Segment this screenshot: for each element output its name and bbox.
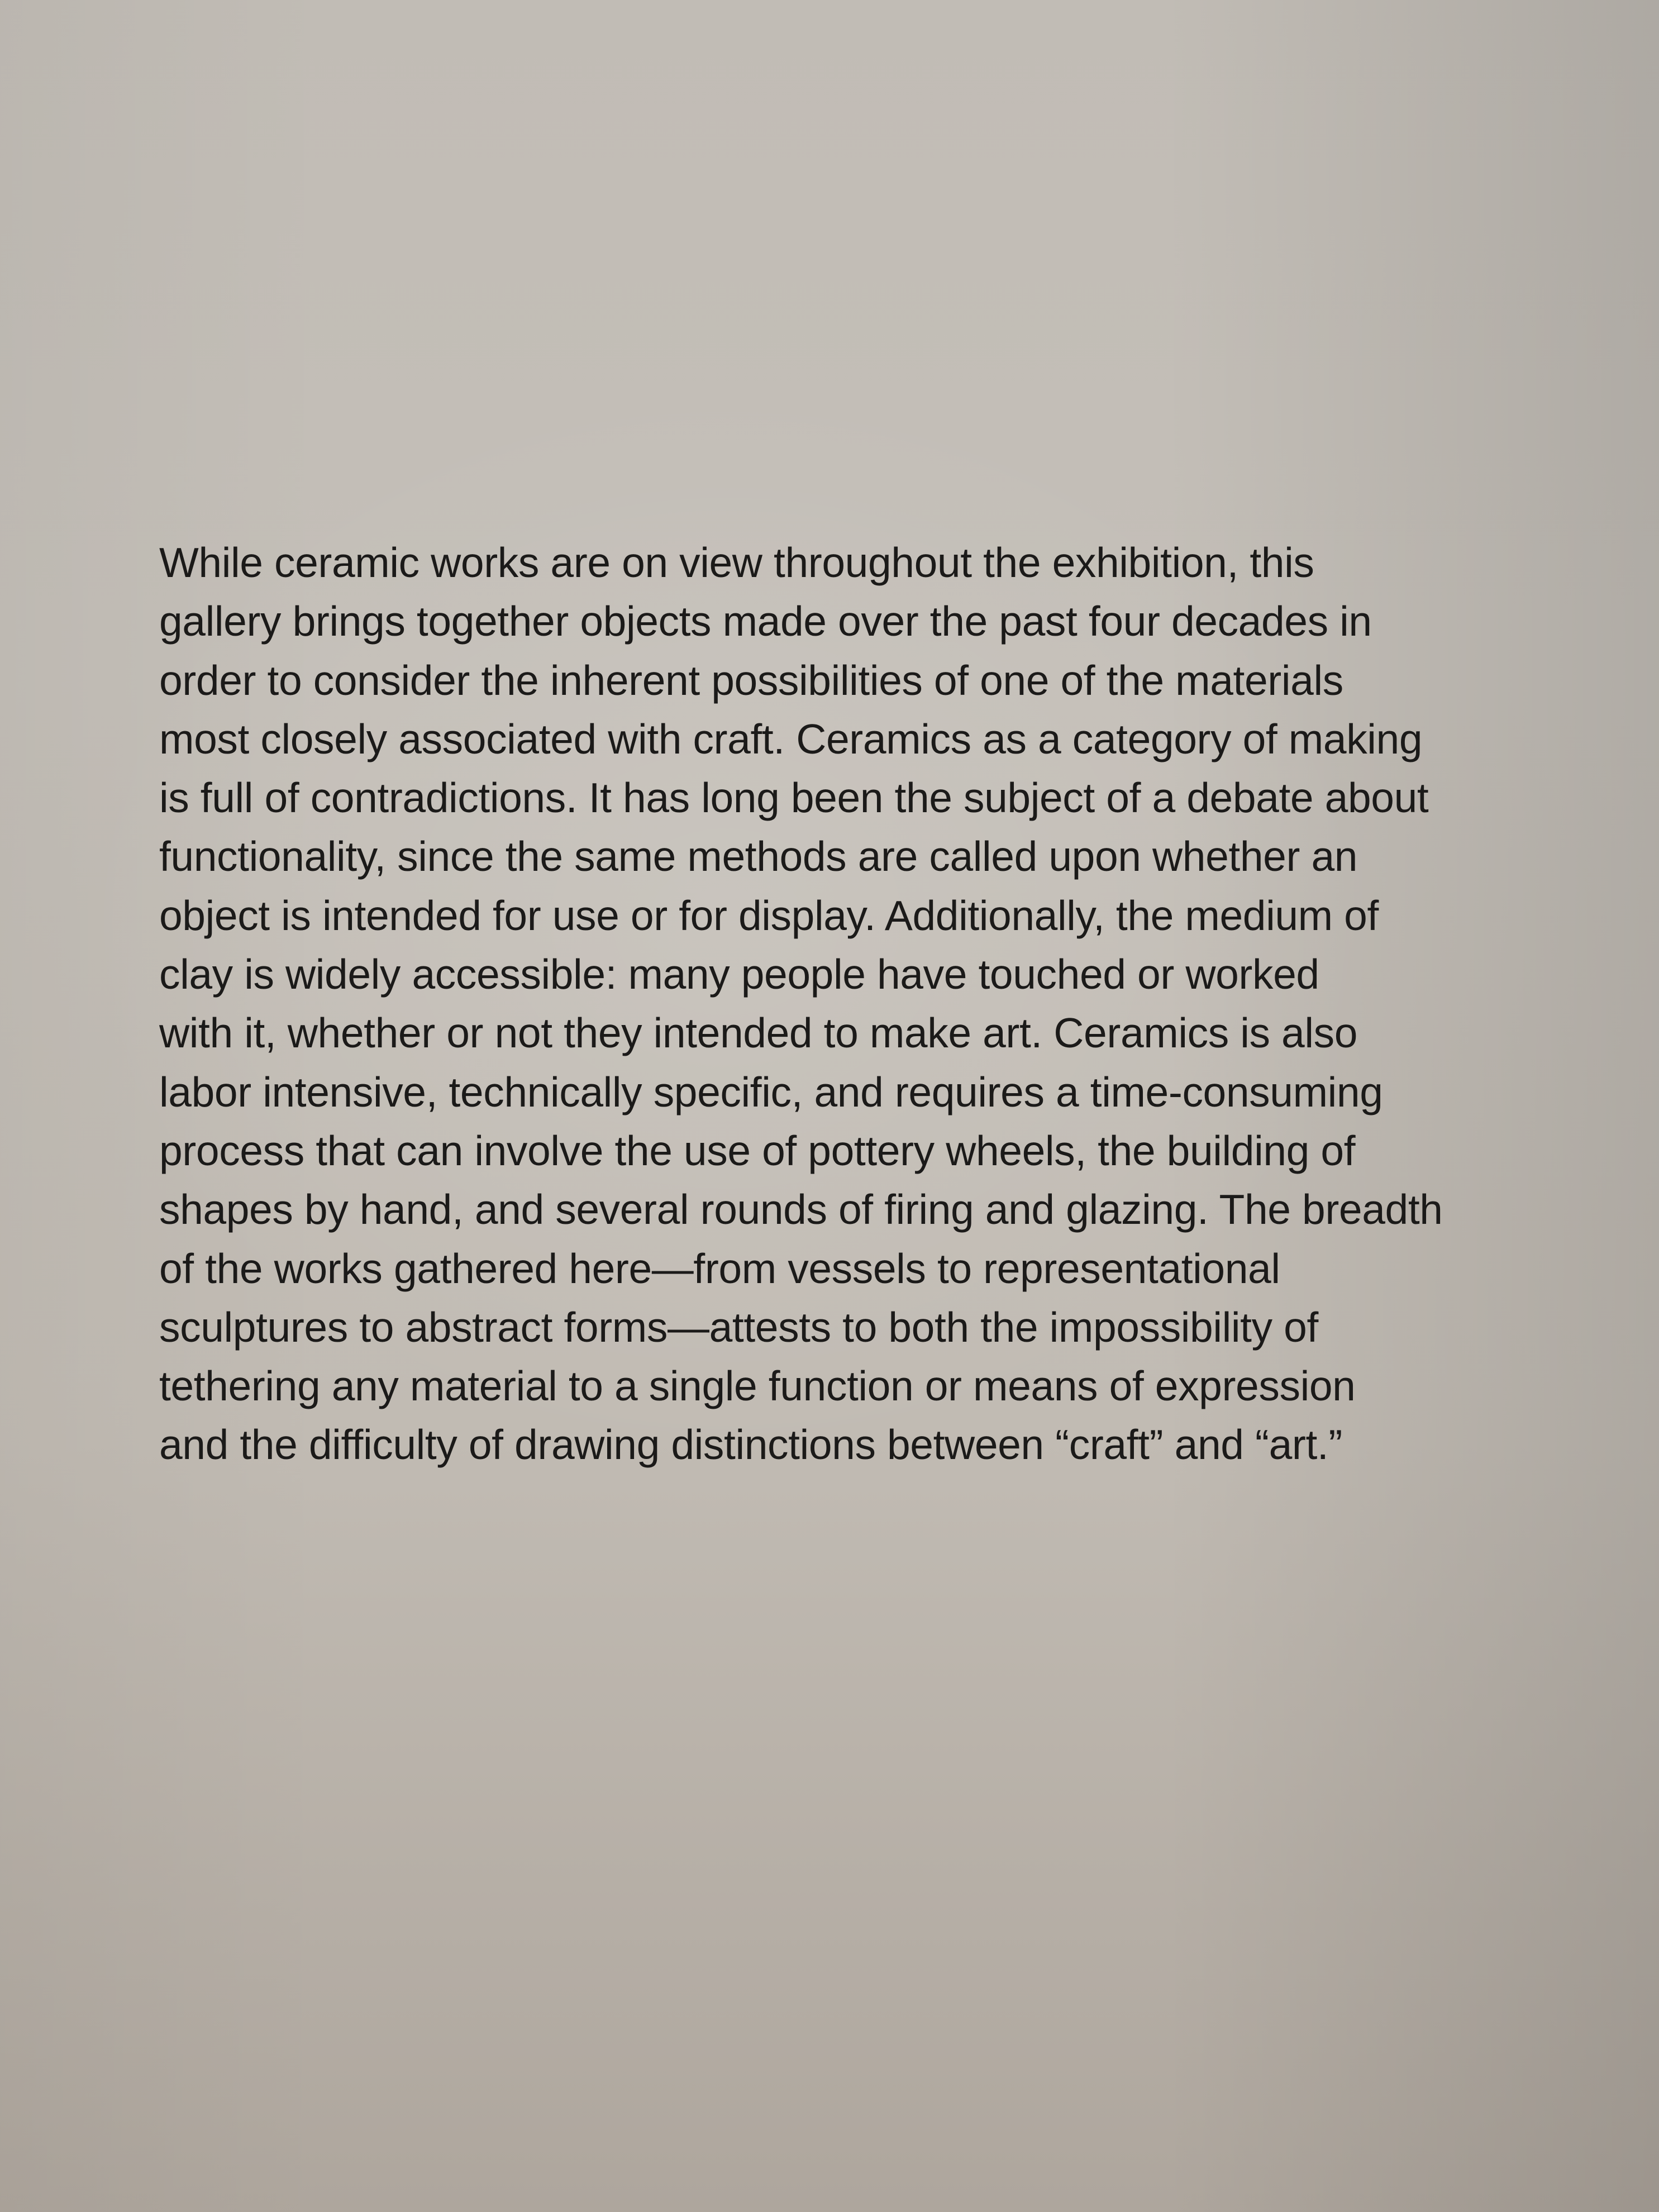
wall-text-line-7: object is intended for use or for display. Additionally, the medium of bbox=[159, 892, 1379, 939]
wall-text-line-2: gallery brings together objects made over the past four decades in bbox=[159, 598, 1372, 645]
wall-text-line-10: labor intensive, technically specific, and requires a time-consuming bbox=[159, 1068, 1383, 1115]
wall-text-line-5: is full of contradictions. It has long been the subject of a debate about bbox=[159, 774, 1429, 822]
wall-text-line-4: most closely associated with craft. Ceramics as a category of making bbox=[159, 715, 1423, 762]
wall-text-line-8: clay is widely accessible: many people have touched or worked bbox=[159, 951, 1319, 998]
wall-text-panel bbox=[159, 533, 1556, 1475]
wall-text-line-1: While ceramic works are on view throughout the exhibition, this bbox=[159, 539, 1314, 586]
wall-text-line-14: sculptures to abstract forms—attests to both the impossibility of bbox=[159, 1303, 1318, 1351]
wall-text-line-13: of the works gathered here—from vessels to representational bbox=[159, 1245, 1280, 1292]
wall-text-line-6: functionality, since the same methods are called upon whether an bbox=[159, 833, 1358, 880]
wall-text-line-16: and the difficulty of drawing distinctions between “craft” and “art.” bbox=[159, 1421, 1342, 1469]
wall-text-line-11: process that can involve the use of pottery wheels, the building of bbox=[159, 1127, 1356, 1174]
wall-text-line-12: shapes by hand, and several rounds of firing and glazing. The breadth bbox=[159, 1186, 1443, 1233]
wall-text-line-9: with it, whether or not they intended to make art. Ceramics is also bbox=[159, 1009, 1358, 1057]
wall-text-line-3: order to consider the inherent possibilities of one of the materials bbox=[159, 656, 1343, 704]
wall-text-line-15: tethering any material to a single function or means of expression bbox=[159, 1362, 1356, 1410]
